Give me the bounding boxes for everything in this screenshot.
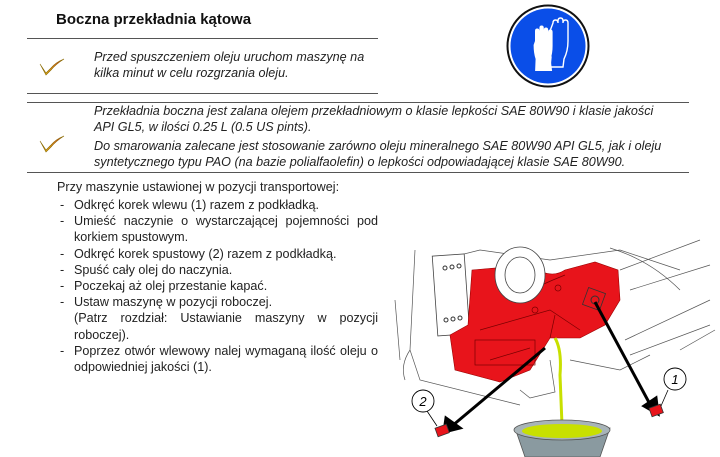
section-title: Boczna przekładnia kątowa: [56, 11, 252, 28]
procedure-step: - Ustaw maszynę w pozycji roboczej. (Patrz rozdział: Ustawianie maszyny w pozycji roboczej).: [60, 294, 378, 343]
procedure-step: - Umieść naczynie o wystarczającej pojemności pod korkiem spustowym.: [60, 213, 378, 245]
oil-container: [514, 420, 610, 457]
procedure-step: - Odkręć korek spustowy (2) razem z podkładką.: [60, 246, 378, 262]
callout-1: [661, 368, 686, 406]
divider: [27, 172, 689, 173]
mount-plate: [432, 254, 470, 336]
procedure-step: - Poprzez otwór wlewowy nalej wymaganą ilość oleju o odpowiedniej jakości (1).: [60, 343, 378, 375]
procedure-intro: Przy maszynie ustawionej w pozycji transportowej:: [57, 180, 340, 194]
shaft-hub: [495, 247, 545, 303]
procedure-step: - Poczekaj aż olej przestanie kapać.: [60, 278, 378, 294]
gearbox-drain-illustration: [380, 230, 720, 457]
note-paragraph: Do smarowania zalecane jest stosowanie zarówno oleju mineralnego SAE 80W90 API GL5, jak i oleju syntetycznego typu PAO (na bazie polialfaolefin) o lepkości odpowiadającej klasie SAE 80W90.: [94, 139, 662, 169]
step-reference: (Patrz rozdział: Ustawianie maszyny w pozycji: [74, 311, 378, 326]
procedure-step: - Odkręć korek wlewu (1) razem z podkładką.: [60, 197, 378, 213]
step-reference-end: roboczej).: [74, 327, 130, 342]
check-icon: [38, 133, 66, 153]
callout-2-label: 2: [419, 394, 427, 409]
note-line: Przed spuszczeniem oleju uruchom maszynę na: [94, 50, 365, 64]
check-icon: [38, 56, 66, 76]
drain-plug: [435, 424, 449, 437]
procedure-step: - Spuść cały olej do naczynia.: [60, 262, 378, 278]
note-paragraph: Przekładnia boczna jest zalana olejem przekładniowym o klasie lepkości SAE 80W90 i klasie jakości API GL5, w ilości 0.25 L (0.5 US pints).: [94, 104, 654, 134]
note-oil-spec: [94, 103, 664, 170]
divider: [27, 38, 378, 39]
oil-stream: [555, 338, 562, 425]
protective-gloves-icon: [506, 4, 590, 88]
divider: [27, 93, 378, 94]
note-line: kilka minut w celu rozgrzania oleju.: [94, 66, 289, 80]
procedure-steps: [60, 197, 378, 375]
note-warm-up: [94, 49, 384, 81]
callout-2: [412, 390, 437, 426]
callout-1-label: 1: [671, 372, 679, 387]
